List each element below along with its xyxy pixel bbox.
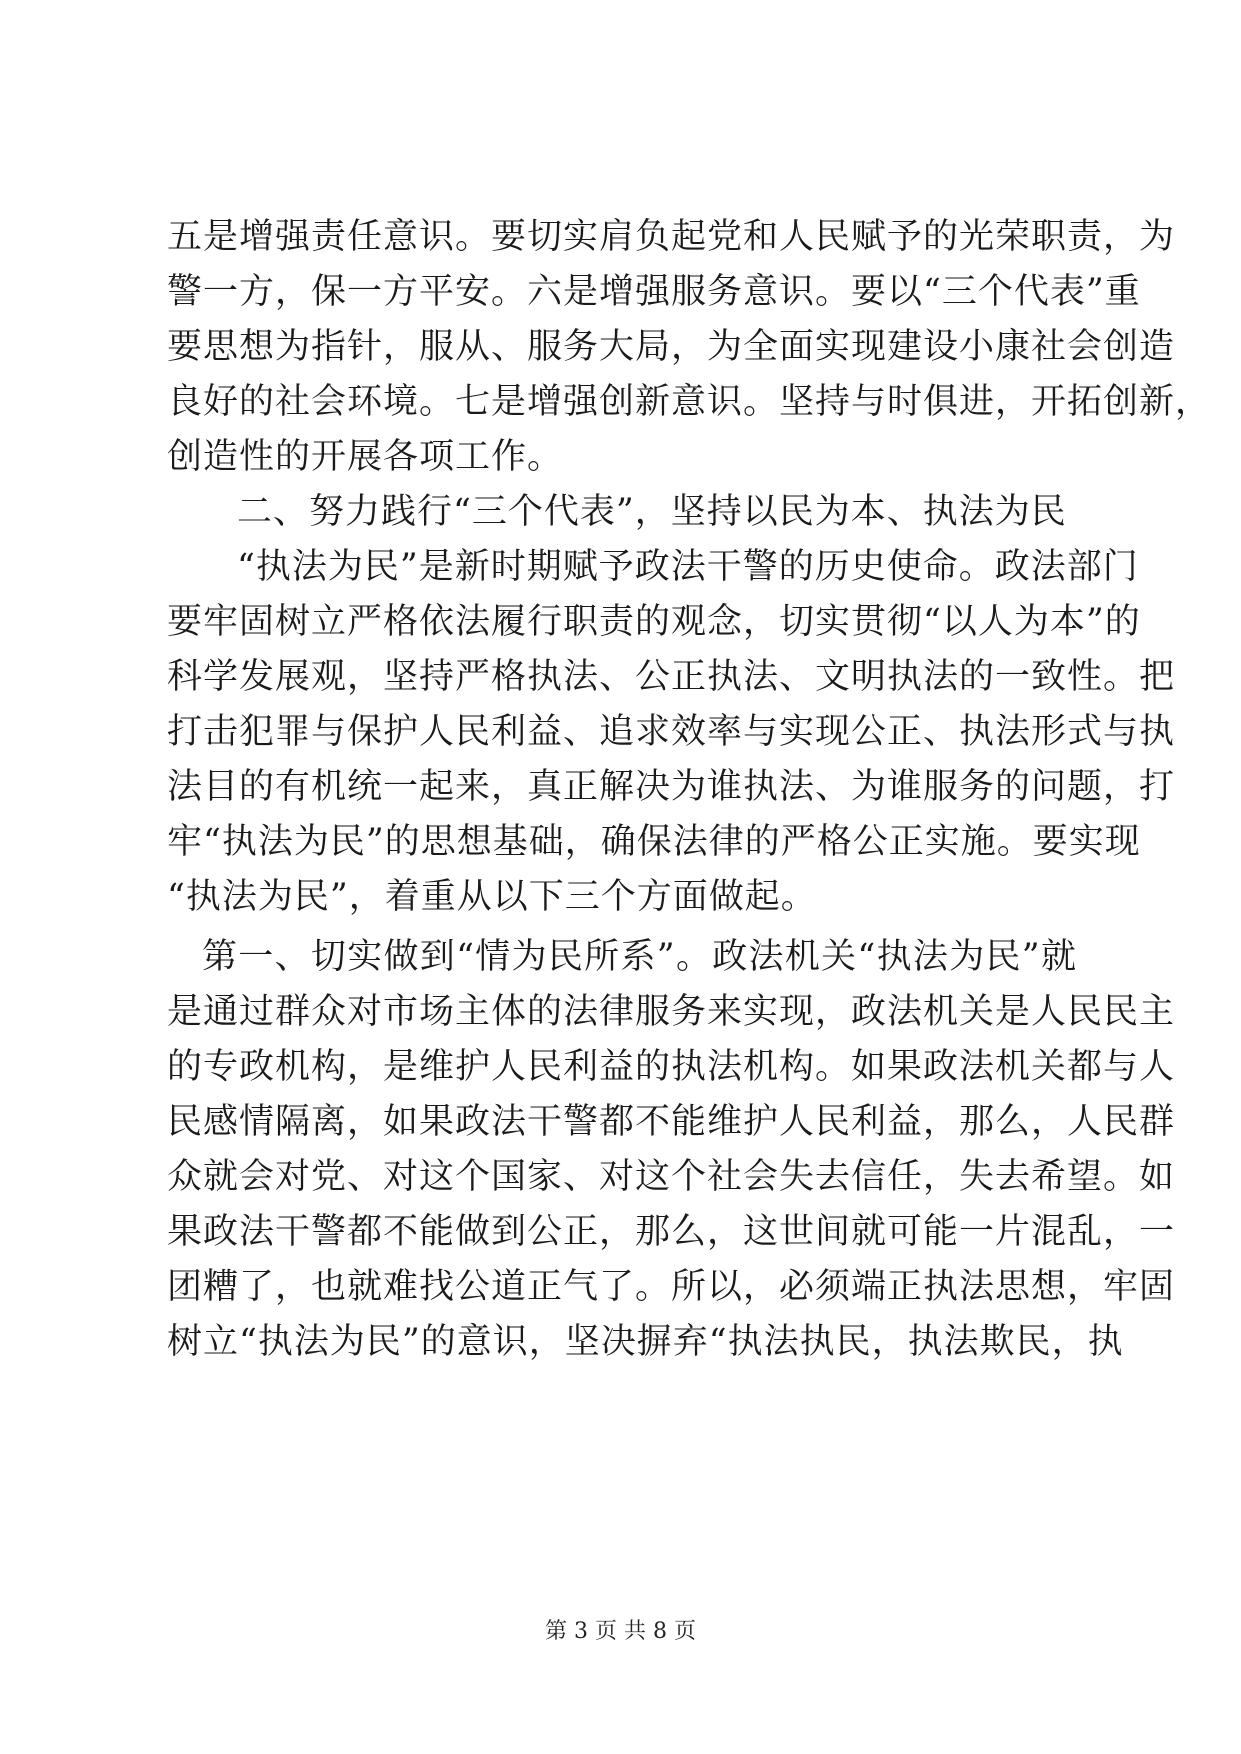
body-line: 五是增强责任意识。要切实肩负起党和人民赋予的光荣职责，为 <box>167 217 1176 257</box>
body-line: 牢“执法为民”的思想基础，确保法律的严格公正实施。要实现 <box>167 822 1141 862</box>
body-line: 打击犯罪与保护人民利益、追求效率与实现公正、执法形式与执 <box>167 712 1176 752</box>
body-line: 要思想为指针，服从、服务大局，为全面实现建设小康社会创造 <box>167 327 1176 367</box>
body-line: 民感情隔离，如果政法干警都不能维护人民利益，那么，人民群 <box>167 1102 1176 1142</box>
section-heading: 二、努力践行“三个代表”，坚持以民为本、执法为民 <box>237 492 1067 532</box>
body-line: 树立“执法为民”的意识，坚决摒弃“执法执民，执法欺民，执 <box>167 1322 1124 1362</box>
paragraph-first-line: 第一、切实做到“情为民所系”。政法机关“执法为民”就 <box>202 937 1077 977</box>
body-line: 果政法干警都不能做到公正，那么，这世间就可能一片混乱，一 <box>167 1212 1176 1252</box>
body-line: 是通过群众对市场主体的法律服务来实现，政法机关是人民民主 <box>167 992 1176 1032</box>
body-line: 团糟了，也就难找公道正气了。所以，必须端正执法思想，牢固 <box>167 1267 1176 1307</box>
body-line: 良好的社会环境。七是增强创新意识。坚持与时俱进，开拓创新， <box>167 382 1212 422</box>
body-line: 法目的有机统一起来，真正解决为谁执法、为谁服务的问题，打 <box>167 767 1176 807</box>
body-line: “执法为民”，着重从以下三个方面做起。 <box>167 877 817 917</box>
paragraph-first-line: “执法为民”是新时期赋予政法干警的历史使命。政法部门 <box>237 547 1139 587</box>
body-line: 警一方，保一方平安。六是增强服务意识。要以“三个代表”重 <box>167 272 1141 312</box>
body-line: 众就会对党、对这个国家、对这个社会失去信任，失去希望。如 <box>167 1157 1176 1197</box>
body-line: 的专政机构，是维护人民利益的执法机构。如果政法机关都与人 <box>167 1047 1176 1087</box>
body-line: 要牢固树立严格依法履行职责的观念，切实贯彻“以人为本”的 <box>167 602 1141 642</box>
body-line: 创造性的开展各项工作。 <box>167 437 564 477</box>
page-footer: 第 3 页 共 8 页 <box>545 1619 696 1644</box>
body-line: 科学发展观，坚持严格执法、公正执法、文明执法的一致性。把 <box>167 657 1176 697</box>
